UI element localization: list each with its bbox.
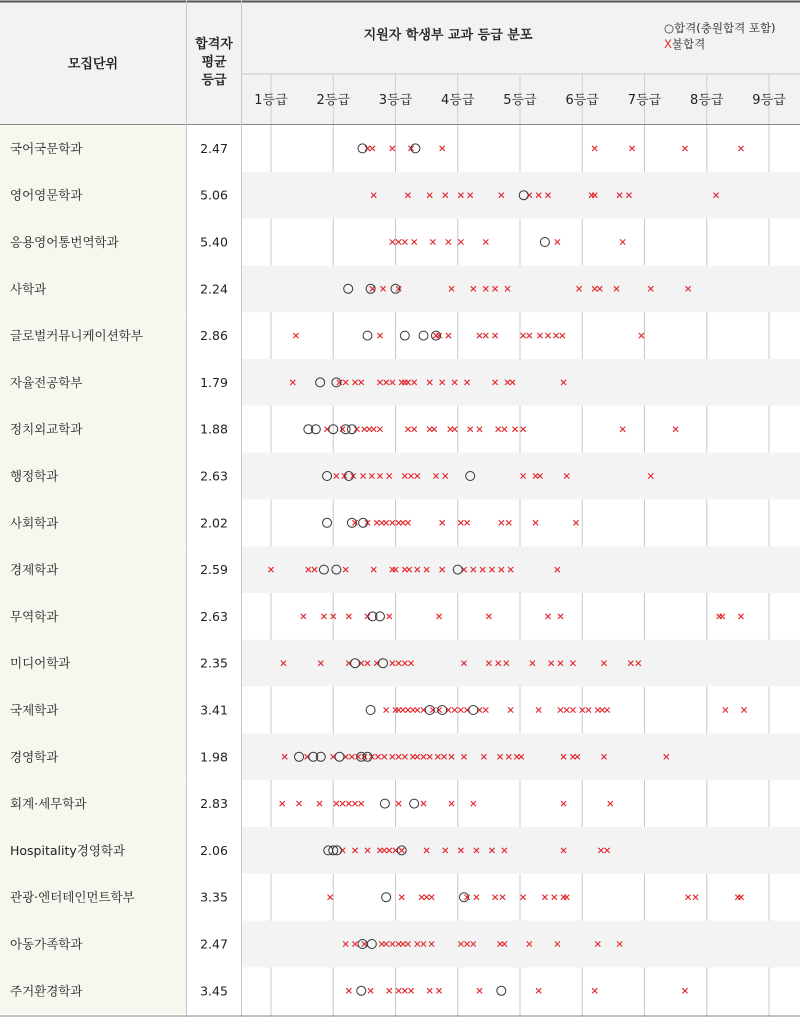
fail-mark (412, 239, 417, 244)
fail-mark (682, 988, 687, 993)
row-name: 국제학과 (10, 702, 59, 718)
fail-mark (402, 988, 407, 993)
row-name: 사회학과 (10, 515, 59, 531)
fail-mark (412, 427, 417, 432)
fail-mark (483, 707, 488, 712)
fail-mark (458, 520, 463, 525)
pass-mark (366, 706, 375, 715)
row-avg: 3.35 (200, 889, 228, 905)
pass-mark (380, 799, 389, 808)
fail-mark (421, 801, 426, 806)
fail-mark (334, 801, 339, 806)
row-name: 미디어학과 (10, 655, 71, 671)
fail-mark (512, 427, 517, 432)
fail-mark (431, 427, 436, 432)
row-avg: 5.40 (200, 234, 228, 250)
tick-label: 7등급 (627, 93, 662, 108)
fail-mark (368, 988, 373, 993)
pass-mark (540, 238, 549, 247)
fail-mark (536, 707, 541, 712)
fail-mark (499, 520, 504, 525)
row-name: 국어국문학과 (10, 140, 83, 156)
header-avg-line1: 합격자 (195, 37, 233, 52)
fail-mark (542, 895, 547, 900)
fail-mark (377, 333, 382, 338)
fail-mark (419, 895, 424, 900)
pass-mark (323, 518, 332, 527)
row-avg: 1.98 (200, 749, 228, 765)
fail-mark (536, 988, 541, 993)
fail-mark (600, 707, 605, 712)
row-name: 영어영문학과 (10, 187, 83, 203)
fail-mark (458, 707, 463, 712)
fail-mark (346, 614, 351, 619)
row-name: 무역학과 (10, 608, 59, 624)
fail-mark (317, 801, 322, 806)
fail-mark (502, 427, 507, 432)
fail-mark (405, 520, 410, 525)
row-avg: 2.02 (200, 515, 228, 531)
fail-mark (592, 146, 597, 151)
row-avg: 2.83 (200, 796, 228, 812)
fail-mark (545, 333, 550, 338)
row-stripe (242, 546, 800, 593)
fail-mark (570, 707, 575, 712)
fail-mark (296, 801, 301, 806)
fail-mark (608, 801, 613, 806)
fail-mark (738, 146, 743, 151)
row-name: 행정학과 (10, 468, 59, 484)
fail-mark (415, 707, 420, 712)
row-stripe (242, 827, 800, 874)
row-stripe (242, 453, 800, 500)
fail-mark (592, 988, 597, 993)
tick-label: 9등급 (752, 93, 786, 108)
fail-mark (359, 801, 364, 806)
fail-mark (545, 614, 550, 619)
row-stripe (242, 359, 800, 406)
fail-mark (293, 333, 298, 338)
row-avg: 5.06 (200, 187, 228, 203)
row-name: 자율전공학부 (10, 374, 83, 390)
fail-mark (390, 239, 395, 244)
fail-mark (560, 333, 565, 338)
fail-mark (452, 427, 457, 432)
fail-mark (493, 333, 498, 338)
fail-mark (328, 895, 333, 900)
fail-mark (521, 895, 526, 900)
tick-label: 5등급 (503, 93, 537, 108)
fail-mark (458, 239, 463, 244)
fail-mark (620, 239, 625, 244)
row-avg: 1.79 (200, 374, 228, 390)
fail-mark (390, 146, 395, 151)
fail-mark (682, 146, 687, 151)
fail-mark (430, 239, 435, 244)
pass-mark (410, 799, 419, 808)
fail-mark (693, 895, 698, 900)
fail-mark (500, 895, 505, 900)
fail-mark (720, 614, 725, 619)
fail-mark (371, 427, 376, 432)
fail-mark (301, 614, 306, 619)
tick-label: 8등급 (690, 93, 724, 108)
fail-mark (508, 707, 513, 712)
fail-mark (384, 707, 389, 712)
pass-mark (359, 518, 368, 527)
row-avg: 2.59 (200, 562, 228, 578)
fail-mark (477, 427, 482, 432)
fail-mark (483, 333, 488, 338)
fail-mark (446, 333, 451, 338)
fail-mark (521, 427, 526, 432)
fail-mark (558, 707, 563, 712)
row-avg: 2.63 (200, 468, 228, 484)
fail-mark (370, 146, 375, 151)
fail-mark (396, 801, 401, 806)
fail-mark (564, 707, 569, 712)
row-name: 주거환경학과 (10, 983, 83, 999)
fail-mark (477, 988, 482, 993)
fail-mark (400, 707, 405, 712)
fail-mark (554, 333, 559, 338)
fail-mark (427, 988, 432, 993)
row-avg: 3.45 (200, 983, 228, 999)
fail-mark (537, 333, 542, 338)
tick-label: 1등급 (254, 93, 288, 108)
pass-mark (400, 331, 409, 340)
row-name: 글로벌커뮤니케이션학부 (10, 328, 143, 344)
row-stripe (242, 921, 800, 968)
fail-mark (384, 520, 389, 525)
fail-mark (396, 988, 401, 993)
fail-mark (486, 614, 491, 619)
fail-mark (446, 239, 451, 244)
fail-mark (555, 239, 560, 244)
row-avg: 1.88 (200, 421, 228, 437)
fail-mark (673, 427, 678, 432)
legend-fail-mark: X (664, 37, 672, 51)
fail-mark (738, 895, 743, 900)
row-name: 아동가족학과 (10, 936, 83, 952)
row-name: 회계·세무학과 (10, 796, 87, 812)
fail-mark (521, 333, 526, 338)
tick-label: 6등급 (565, 93, 599, 108)
fail-mark (424, 895, 429, 900)
legend-pass: ○합격(충원합격 포함) (664, 21, 776, 35)
fail-mark (493, 895, 498, 900)
fail-mark (436, 988, 441, 993)
pass-mark (411, 144, 420, 153)
fail-mark (321, 614, 326, 619)
fail-mark (506, 520, 511, 525)
fail-mark (533, 520, 538, 525)
table-rows (0, 125, 800, 1016)
fail-mark (400, 520, 405, 525)
fail-mark (477, 333, 482, 338)
fail-mark (629, 146, 634, 151)
pass-mark (497, 986, 506, 995)
fail-mark (346, 801, 351, 806)
fail-mark (685, 895, 690, 900)
row-name: Hospitality경영학과 (10, 842, 126, 858)
pass-mark (347, 425, 356, 434)
fail-mark (362, 427, 367, 432)
fail-mark (340, 801, 345, 806)
fail-mark (464, 520, 469, 525)
row-avg: 2.06 (200, 842, 228, 858)
fail-mark (352, 801, 357, 806)
header-unit: 모집단위 (67, 57, 119, 72)
row-name: 정치외교학과 (10, 421, 83, 437)
fail-mark (405, 707, 410, 712)
row-stripe (242, 265, 800, 312)
pass-mark (363, 331, 372, 340)
fail-mark (564, 895, 569, 900)
pass-mark (469, 706, 478, 715)
fail-mark (390, 520, 395, 525)
fail-mark (377, 427, 382, 432)
row-avg: 3.41 (200, 702, 228, 718)
fail-mark (605, 707, 610, 712)
fail-mark (440, 146, 445, 151)
row-avg: 2.47 (200, 140, 228, 156)
pass-mark (358, 144, 367, 153)
row-name: 관광·엔터테인먼트학부 (10, 889, 135, 905)
fail-mark (402, 239, 407, 244)
fail-mark (573, 520, 578, 525)
tick-label: 2등급 (316, 93, 350, 108)
fail-mark (723, 707, 728, 712)
fail-mark (405, 427, 410, 432)
header-avg-line2: 평균 (201, 55, 227, 70)
fail-mark (436, 614, 441, 619)
fail-mark (449, 801, 454, 806)
pass-mark (382, 893, 391, 902)
fail-mark (280, 801, 285, 806)
legend-fail-text: 불합격 (671, 37, 706, 51)
fail-mark (346, 988, 351, 993)
legend-fail (664, 37, 705, 51)
fail-mark (471, 801, 476, 806)
fail-mark (561, 801, 566, 806)
fail-mark (429, 895, 434, 900)
pass-mark (357, 986, 366, 995)
header-avg-line3: 등급 (201, 73, 227, 88)
tick-label: 3등급 (378, 93, 413, 108)
fail-mark (552, 895, 557, 900)
fail-mark (474, 895, 479, 900)
row-name: 경영학과 (10, 749, 59, 765)
chart-title: 지원자 학생부 교과 등급 분포 (363, 28, 533, 43)
fail-mark (396, 239, 401, 244)
row-avg: 2.63 (200, 608, 228, 624)
row-name: 응용영어통번역학과 (10, 234, 119, 250)
fail-mark (374, 520, 379, 525)
fail-mark (440, 520, 445, 525)
row-name: 사학과 (10, 281, 47, 297)
pass-mark (419, 331, 428, 340)
fail-mark (620, 427, 625, 432)
fail-mark (399, 895, 404, 900)
fail-mark (496, 427, 501, 432)
fail-mark (387, 614, 392, 619)
row-avg: 2.24 (200, 281, 228, 297)
fail-mark (387, 988, 392, 993)
tick-label: 4등급 (441, 93, 475, 108)
fail-mark (639, 333, 644, 338)
fail-mark (408, 988, 413, 993)
fail-mark (468, 427, 473, 432)
row-avg: 2.35 (200, 655, 228, 671)
fail-mark (742, 707, 747, 712)
row-avg: 2.86 (200, 328, 228, 344)
row-avg: 2.47 (200, 936, 228, 952)
fail-mark (558, 614, 563, 619)
fail-mark (738, 614, 743, 619)
fail-mark (586, 707, 591, 712)
row-name: 경제학과 (10, 562, 59, 578)
fail-mark (527, 333, 532, 338)
fail-mark (483, 239, 488, 244)
row-stripe (242, 640, 800, 687)
fail-mark (452, 707, 457, 712)
